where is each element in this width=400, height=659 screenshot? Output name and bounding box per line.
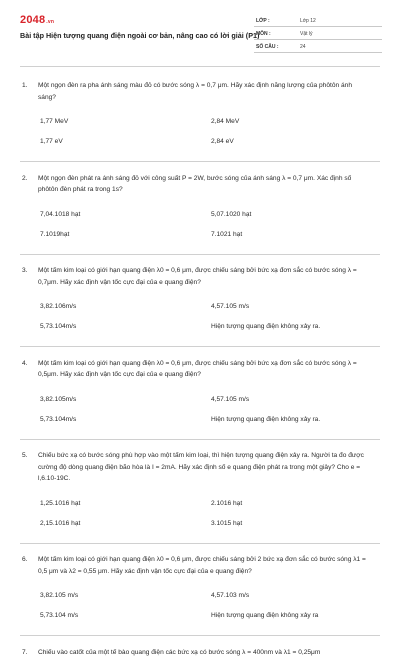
question-number: 5. (22, 452, 28, 460)
question-6 (20, 554, 380, 636)
answer-option[interactable]: Hiện tượng quang điện không xảy ra. (211, 323, 321, 331)
answer-option[interactable]: 7.1021 hạt (211, 230, 243, 238)
answer-row (20, 118, 380, 138)
question-text (20, 265, 368, 288)
answer-option[interactable]: 5,73.104m/s (40, 415, 77, 423)
question-body: Chiếu bức xạ có bước sóng phù hợp vào một tấm kim loại, thì hiện tượng quang điện xảy ra. Người ta đo được cường độ dòng quang điện bão hòa là I = 2mA. Hãy xác định số e quang điện phát ra trong một giây? Cho e = l,6.10-19C. (38, 452, 364, 483)
answer-option[interactable]: 5,73.104 m/s (40, 612, 79, 620)
answer-options (20, 396, 380, 436)
question-5 (20, 450, 380, 543)
question-text (20, 80, 368, 103)
answer-option[interactable]: 3,82.105m/s (40, 395, 77, 403)
meta-value: 24 (300, 44, 306, 50)
document-header (20, 14, 382, 60)
question-body: Một tấm kim loại có giới hạn quang điện λ0 = 0,6 μm, được chiếu sáng bởi bức xạ đơn sắc có bước sóng λ = 0,5μm. Hãy xác định vận tốc cực đại của e quang điện? (38, 359, 357, 379)
answer-row (20, 323, 380, 343)
question-number: 3. (22, 267, 28, 275)
question-number: 4. (22, 359, 28, 367)
question-body: Một ngọn đèn phát ra ánh sáng đỏ với công suất P = 2W, bước sóng của ánh sáng λ = 0,7 μm. Xác định số phôtôn đèn phát ra trong 1s? (38, 174, 352, 194)
answer-options (20, 118, 380, 158)
question-number: 7. (22, 649, 28, 657)
answer-option[interactable]: 3.1015 hạt (211, 519, 243, 527)
question-text (20, 173, 368, 196)
question-list (20, 80, 380, 659)
answer-row (20, 592, 380, 612)
question-number: 2. (22, 174, 28, 182)
meta-row-class (254, 14, 382, 27)
answer-options (20, 592, 380, 632)
meta-key: MÔN : (256, 31, 271, 37)
question-body: Chiếu vào catốt của một tế bào quang điện các bức xạ có bước sóng λ = 400nm và λ1 = 0,25μm (38, 649, 321, 657)
question-divider (20, 543, 380, 544)
answer-option[interactable]: 5,73.104m/s (40, 323, 77, 331)
answer-row (20, 211, 380, 231)
answer-option[interactable]: 2,84 MeV (211, 118, 240, 125)
document-meta (254, 14, 382, 53)
question-2 (20, 173, 380, 255)
meta-row-subject (254, 27, 382, 40)
question-4 (20, 358, 380, 440)
answer-option[interactable]: 1,77 eV (40, 138, 63, 145)
answer-row (20, 520, 380, 540)
question-body: Một tấm kim loại có giới hạn quang điện λ0 = 0,6 μm, được chiếu sáng bởi bức xạ đơn sắc có bước sóng λ = 0,7μm. Hãy xác định vận tốc cực đại của e quang điện? (38, 267, 357, 286)
answer-row (20, 231, 380, 251)
answer-row (20, 500, 380, 520)
meta-value: Lớp 12 (300, 18, 316, 24)
question-divider (20, 635, 380, 636)
answer-option[interactable]: Hiện tượng quang điện không xảy ra. (211, 415, 321, 423)
header-divider (20, 66, 380, 67)
question-3 (20, 265, 380, 347)
site-logo[interactable]: 2048.vn (20, 14, 55, 26)
question-number: 1. (22, 82, 28, 89)
meta-key: SỐ CÂU : (256, 44, 279, 50)
question-text (20, 554, 368, 577)
meta-key: LỚP : (256, 18, 270, 24)
answer-row (20, 416, 380, 436)
question-number: 6. (22, 556, 28, 564)
answer-row (20, 396, 380, 416)
document-title: Bài tập Hiện tượng quang điện ngoài cơ bản, nâng cao có lời giải (P1) (20, 31, 260, 40)
answer-row (20, 138, 380, 158)
answer-option[interactable]: 1,25.1016 hạt (40, 499, 81, 507)
question-body: Một tấm kim loại có giới hạn quang điện λ0 = 0,6 μm, được chiếu sáng bởi 2 bức xạ đơn sắc có bước sóng λ1 = 0,5 μm và λ2 = 0,55 μm. Hãy xác định vận tốc cực đại của e quang điện? (38, 556, 366, 575)
question-text (20, 647, 368, 659)
answer-option[interactable]: 7.1019hạt (40, 230, 70, 238)
answer-options (20, 211, 380, 251)
question-divider (20, 346, 380, 347)
answer-option[interactable]: 3,82.105 m/s (40, 592, 79, 600)
answer-option[interactable]: 4,57.105 m/s (211, 303, 250, 311)
question-body: Một ngọn đèn ra pha ánh sáng màu đỏ có bước sóng λ = 0,7 μm. Hãy xác định năng lượng của phôtôn ánh sáng? (38, 82, 352, 101)
answer-row (20, 303, 380, 323)
question-text (20, 358, 368, 381)
answer-options (20, 303, 380, 343)
answer-option[interactable]: 2,15.1016 hạt (40, 519, 81, 527)
answer-option[interactable]: 2,84 eV (211, 138, 234, 145)
question-7 (20, 647, 380, 659)
question-text (20, 450, 368, 485)
question-divider (20, 254, 380, 255)
question-divider (20, 439, 380, 440)
answer-option[interactable]: 4,57.105 m/s (211, 395, 250, 403)
answer-option[interactable]: 7,04.1018 hạt (40, 210, 81, 218)
answer-option[interactable]: 3,82.106m/s (40, 303, 77, 311)
question-divider (20, 161, 380, 162)
answer-option[interactable]: 4,57.103 m/s (211, 592, 250, 600)
answer-option[interactable]: 1,77 MeV (40, 118, 69, 125)
meta-value: Vật lý (300, 31, 313, 37)
question-1 (20, 80, 380, 162)
answer-row (20, 612, 380, 632)
answer-option[interactable]: Hiện tượng quang điện không xảy ra (211, 612, 319, 620)
answer-option[interactable]: 5,07.1020 hạt (211, 210, 252, 218)
answer-option[interactable]: 2.1016 hạt (211, 499, 243, 507)
meta-row-count (254, 40, 382, 53)
answer-options (20, 500, 380, 540)
